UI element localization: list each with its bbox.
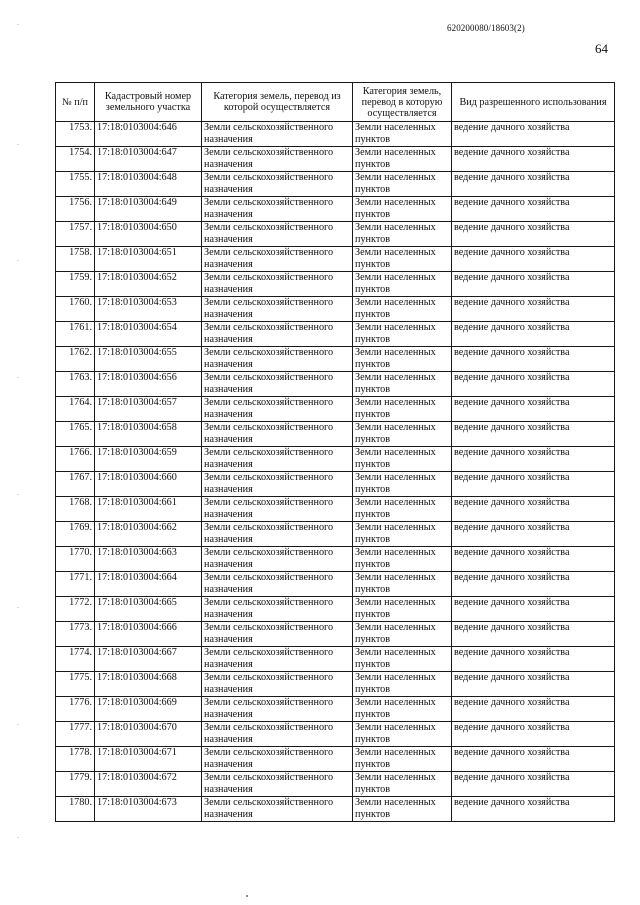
table-row <box>56 172 615 197</box>
column-header-category-to: Категория земель, перевод в которую осуществляется <box>353 83 452 122</box>
table-row <box>56 797 615 822</box>
category-from: Земли сельскохозяйственного назначения <box>202 247 353 272</box>
cadastral-number: 17:18:0103004:672 <box>95 772 202 797</box>
row-number: 1757. <box>56 222 95 247</box>
permitted-use: ведение дачного хозяйства <box>452 522 615 547</box>
column-header-number: № п/п <box>56 83 95 122</box>
category-to: Земли населенных пунктов <box>353 522 452 547</box>
row-number: 1765. <box>56 422 95 447</box>
category-from: Земли сельскохозяйственного назначения <box>202 322 353 347</box>
category-to: Земли населенных пунктов <box>353 122 452 147</box>
category-from: Земли сельскохозяйственного назначения <box>202 597 353 622</box>
permitted-use: ведение дачного хозяйства <box>452 122 615 147</box>
category-to: Земли населенных пунктов <box>353 572 452 597</box>
table-row <box>56 772 615 797</box>
cadastral-number: 17:18:0103004:673 <box>95 797 202 822</box>
permitted-use: ведение дачного хозяйства <box>452 697 615 722</box>
cadastral-number: 17:18:0103004:650 <box>95 222 202 247</box>
category-to: Земли населенных пунктов <box>353 147 452 172</box>
row-number: 1774. <box>56 647 95 672</box>
table-row <box>56 222 615 247</box>
page-number: 64 <box>595 41 608 56</box>
table-row <box>56 447 615 472</box>
cadastral-number: 17:18:0103004:662 <box>95 522 202 547</box>
cadastral-number: 17:18:0103004:665 <box>95 597 202 622</box>
table-row <box>56 572 615 597</box>
category-from: Земли сельскохозяйственного назначения <box>202 472 353 497</box>
table-row <box>56 597 615 622</box>
cadastral-number: 17:18:0103004:667 <box>95 647 202 672</box>
cadastral-number: 17:18:0103004:655 <box>95 347 202 372</box>
cadastral-number: 17:18:0103004:663 <box>95 547 202 572</box>
cadastral-number: 17:18:0103004:652 <box>95 272 202 297</box>
category-from: Земли сельскохозяйственного назначения <box>202 297 353 322</box>
cadastral-number: 17:18:0103004:659 <box>95 447 202 472</box>
row-number: 1776. <box>56 697 95 722</box>
permitted-use: ведение дачного хозяйства <box>452 747 615 772</box>
row-number: 1754. <box>56 147 95 172</box>
permitted-use: ведение дачного хозяйства <box>452 147 615 172</box>
table-row <box>56 747 615 772</box>
table-row <box>56 197 615 222</box>
cadastral-number: 17:18:0103004:647 <box>95 147 202 172</box>
category-to: Земли населенных пунктов <box>353 272 452 297</box>
category-from: Земли сельскохозяйственного назначения <box>202 172 353 197</box>
row-number: 1763. <box>56 372 95 397</box>
category-from: Земли сельскохозяйственного назначения <box>202 647 353 672</box>
row-number: 1762. <box>56 347 95 372</box>
table-row <box>56 422 615 447</box>
category-from: Земли сельскохозяйственного назначения <box>202 272 353 297</box>
cadastral-number: 17:18:0103004:648 <box>95 172 202 197</box>
permitted-use: ведение дачного хозяйства <box>452 547 615 572</box>
row-number: 1780. <box>56 797 95 822</box>
category-from: Земли сельскохозяйственного назначения <box>202 747 353 772</box>
category-from: Земли сельскохозяйственного назначения <box>202 147 353 172</box>
column-header-cadastral-number: Кадастровый номер земельного участка <box>95 83 202 122</box>
category-to: Земли населенных пунктов <box>353 747 452 772</box>
category-from: Земли сельскохозяйственного назначения <box>202 622 353 647</box>
permitted-use: ведение дачного хозяйства <box>452 672 615 697</box>
category-to: Земли населенных пунктов <box>353 672 452 697</box>
row-number: 1777. <box>56 722 95 747</box>
category-from: Земли сельскохозяйственного назначения <box>202 772 353 797</box>
category-from: Земли сельскохозяйственного назначения <box>202 397 353 422</box>
cadastral-number: 17:18:0103004:660 <box>95 472 202 497</box>
category-from: Земли сельскохозяйственного назначения <box>202 547 353 572</box>
permitted-use: ведение дачного хозяйства <box>452 622 615 647</box>
table-header-row <box>56 83 615 122</box>
table-row <box>56 697 615 722</box>
permitted-use: ведение дачного хозяйства <box>452 472 615 497</box>
category-to: Земли населенных пунктов <box>353 497 452 522</box>
row-number: 1767. <box>56 472 95 497</box>
category-from: Земли сельскохозяйственного назначения <box>202 347 353 372</box>
scan-speck: ᐧ <box>17 258 19 265</box>
permitted-use: ведение дачного хозяйства <box>452 597 615 622</box>
scan-speck: ᐧ <box>17 375 19 382</box>
cadastral-number: 17:18:0103004:658 <box>95 422 202 447</box>
row-number: 1761. <box>56 322 95 347</box>
scan-speck: ᐧ <box>17 22 19 29</box>
category-to: Земли населенных пунктов <box>353 297 452 322</box>
table-row <box>56 397 615 422</box>
permitted-use: ведение дачного хозяйства <box>452 247 615 272</box>
document-registration-code: 620200080/18603(2) <box>447 23 525 33</box>
category-to: Земли населенных пунктов <box>353 547 452 572</box>
cadastral-number: 17:18:0103004:654 <box>95 322 202 347</box>
scan-margin-marks <box>0 0 40 905</box>
permitted-use: ведение дачного хозяйства <box>452 772 615 797</box>
row-number: 1759. <box>56 272 95 297</box>
permitted-use: ведение дачного хозяйства <box>452 372 615 397</box>
row-number: 1771. <box>56 572 95 597</box>
scan-speck <box>246 895 248 897</box>
row-number: 1770. <box>56 547 95 572</box>
table-row <box>56 497 615 522</box>
category-from: Земли сельскохозяйственного назначения <box>202 197 353 222</box>
table-row <box>56 147 615 172</box>
row-number: 1775. <box>56 672 95 697</box>
row-number: 1758. <box>56 247 95 272</box>
category-from: Земли сельскохозяйственного назначения <box>202 447 353 472</box>
permitted-use: ведение дачного хозяйства <box>452 397 615 422</box>
column-header-category-from: Категория земель, перевод из которой осуществляется <box>202 83 353 122</box>
permitted-use: ведение дачного хозяйства <box>452 172 615 197</box>
category-to: Земли населенных пунктов <box>353 597 452 622</box>
cadastral-number: 17:18:0103004:670 <box>95 722 202 747</box>
permitted-use: ведение дачного хозяйства <box>452 197 615 222</box>
column-header-permitted-use: Вид разрешенного использования <box>452 83 615 122</box>
table-row <box>56 272 615 297</box>
row-number: 1766. <box>56 447 95 472</box>
scan-speck: ᐧ <box>17 142 19 149</box>
permitted-use: ведение дачного хозяйства <box>452 322 615 347</box>
category-from: Земли сельскохозяйственного назначения <box>202 497 353 522</box>
category-to: Земли населенных пунктов <box>353 347 452 372</box>
permitted-use: ведение дачного хозяйства <box>452 272 615 297</box>
scan-speck: ᐧ <box>17 722 19 729</box>
table-row <box>56 622 615 647</box>
category-to: Земли населенных пунктов <box>353 247 452 272</box>
row-number: 1753. <box>56 122 95 147</box>
cadastral-number: 17:18:0103004:651 <box>95 247 202 272</box>
cadastral-number: 17:18:0103004:656 <box>95 372 202 397</box>
category-from: Земли сельскохозяйственного назначения <box>202 797 353 822</box>
table-row <box>56 472 615 497</box>
table-row <box>56 297 615 322</box>
cadastral-number: 17:18:0103004:661 <box>95 497 202 522</box>
category-from: Земли сельскохозяйственного назначения <box>202 522 353 547</box>
permitted-use: ведение дачного хозяйства <box>452 422 615 447</box>
permitted-use: ведение дачного хозяйства <box>452 647 615 672</box>
scan-speck: ᐧ <box>17 605 19 612</box>
table-row <box>56 247 615 272</box>
row-number: 1772. <box>56 597 95 622</box>
category-to: Земли населенных пунктов <box>353 322 452 347</box>
cadastral-number: 17:18:0103004:666 <box>95 622 202 647</box>
row-number: 1773. <box>56 622 95 647</box>
cadastral-number: 17:18:0103004:671 <box>95 747 202 772</box>
permitted-use: ведение дачного хозяйства <box>452 297 615 322</box>
category-from: Земли сельскохозяйственного назначения <box>202 697 353 722</box>
row-number: 1764. <box>56 397 95 422</box>
cadastral-number: 17:18:0103004:669 <box>95 697 202 722</box>
row-number: 1769. <box>56 522 95 547</box>
table-row <box>56 347 615 372</box>
category-from: Земли сельскохозяйственного назначения <box>202 422 353 447</box>
row-number: 1779. <box>56 772 95 797</box>
category-from: Земли сельскохозяйственного назначения <box>202 722 353 747</box>
row-number: 1755. <box>56 172 95 197</box>
category-from: Земли сельскохозяйственного назначения <box>202 222 353 247</box>
category-to: Земли населенных пунктов <box>353 447 452 472</box>
cadastral-number: 17:18:0103004:664 <box>95 572 202 597</box>
cadastral-number: 17:18:0103004:646 <box>95 122 202 147</box>
row-number: 1756. <box>56 197 95 222</box>
category-from: Земли сельскохозяйственного назначения <box>202 672 353 697</box>
category-from: Земли сельскохозяйственного назначения <box>202 122 353 147</box>
permitted-use: ведение дачного хозяйства <box>452 722 615 747</box>
category-to: Земли населенных пунктов <box>353 647 452 672</box>
category-to: Земли населенных пунктов <box>353 797 452 822</box>
cadastral-number: 17:18:0103004:649 <box>95 197 202 222</box>
category-to: Земли населенных пунктов <box>353 622 452 647</box>
cadastral-number: 17:18:0103004:657 <box>95 397 202 422</box>
cadastral-number: 17:18:0103004:668 <box>95 672 202 697</box>
table-row <box>56 722 615 747</box>
cadastral-number: 17:18:0103004:653 <box>95 297 202 322</box>
permitted-use: ведение дачного хозяйства <box>452 222 615 247</box>
table-row <box>56 322 615 347</box>
category-to: Земли населенных пунктов <box>353 372 452 397</box>
permitted-use: ведение дачного хозяйства <box>452 572 615 597</box>
category-to: Земли населенных пунктов <box>353 697 452 722</box>
category-to: Земли населенных пунктов <box>353 197 452 222</box>
scan-speck: ᐧ <box>17 835 19 842</box>
table-row <box>56 672 615 697</box>
permitted-use: ведение дачного хозяйства <box>452 447 615 472</box>
land-parcels-table <box>55 82 615 822</box>
permitted-use: ведение дачного хозяйства <box>452 497 615 522</box>
category-from: Земли сельскохозяйственного назначения <box>202 372 353 397</box>
permitted-use: ведение дачного хозяйства <box>452 347 615 372</box>
row-number: 1768. <box>56 497 95 522</box>
category-to: Земли населенных пунктов <box>353 422 452 447</box>
scan-speck: ᐧ <box>17 492 19 499</box>
category-to: Земли населенных пунктов <box>353 397 452 422</box>
category-to: Земли населенных пунктов <box>353 722 452 747</box>
table-row <box>56 122 615 147</box>
table-row <box>56 547 615 572</box>
table-row <box>56 372 615 397</box>
table-row <box>56 647 615 672</box>
category-to: Земли населенных пунктов <box>353 472 452 497</box>
permitted-use: ведение дачного хозяйства <box>452 797 615 822</box>
category-to: Земли населенных пунктов <box>353 772 452 797</box>
category-to: Земли населенных пунктов <box>353 172 452 197</box>
category-from: Земли сельскохозяйственного назначения <box>202 572 353 597</box>
row-number: 1778. <box>56 747 95 772</box>
category-to: Земли населенных пунктов <box>353 222 452 247</box>
table-row <box>56 522 615 547</box>
row-number: 1760. <box>56 297 95 322</box>
